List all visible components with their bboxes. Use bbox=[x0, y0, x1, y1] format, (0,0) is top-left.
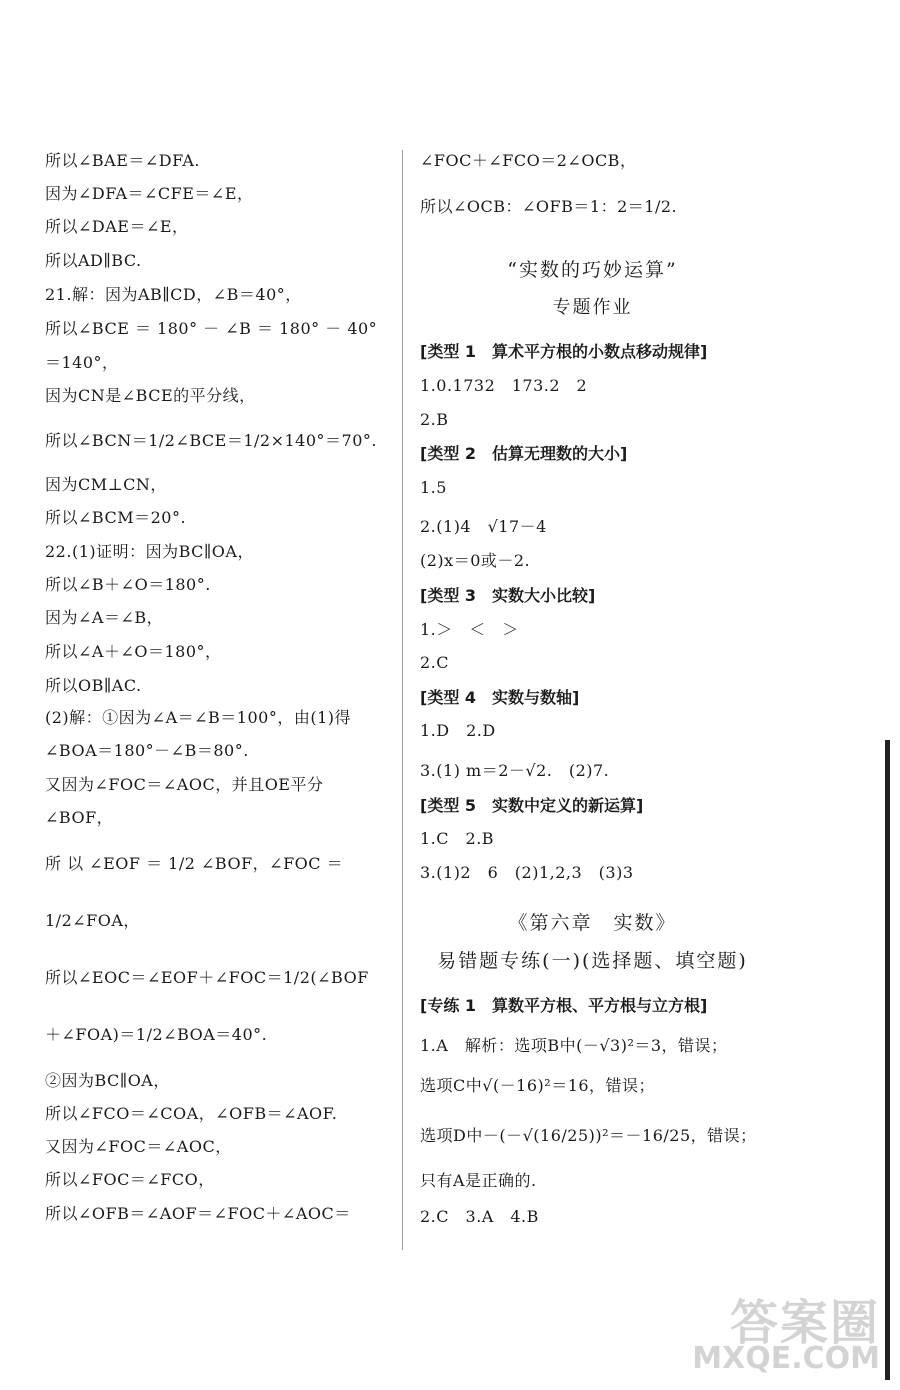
text-line: 所以OB∥AC. bbox=[45, 676, 142, 695]
text-line: 3.(1) m＝2－√2. (2)7. bbox=[420, 761, 610, 780]
text-line: 所以∠DAE＝∠E， bbox=[45, 217, 189, 236]
text-line: 1.5 bbox=[420, 478, 447, 497]
text-line: 1.A 解析：选项B中(－√3)²＝3，错误； bbox=[420, 1036, 728, 1055]
text-line: 因为∠A＝∠B， bbox=[45, 608, 164, 627]
text-line: 2.(1)4 √17－4 bbox=[420, 517, 547, 536]
text-line: 所以∠FOC＝∠FCO， bbox=[45, 1170, 215, 1189]
chapter-subtitle: 易错题专练(一)(选择题、填空题) bbox=[437, 950, 748, 972]
text-line: 因为CM⊥CN， bbox=[45, 475, 167, 494]
text-line: 因为∠DFA＝∠CFE＝∠E， bbox=[45, 184, 254, 203]
text-line: 1.＞ ＜ ＞ bbox=[420, 620, 519, 639]
text-line: 22.(1)证明：因为BC∥OA， bbox=[45, 542, 254, 561]
text-line: ②因为BC∥OA， bbox=[45, 1071, 170, 1090]
text-line: 只有A是正确的. bbox=[420, 1171, 537, 1190]
text-line: 所以∠BCN＝1/2∠BCE＝1/2×140°＝70°. bbox=[45, 431, 377, 450]
text-line: 2.C 3.A 4.B bbox=[420, 1207, 539, 1226]
watermark-cn: 答案圈 bbox=[729, 1295, 880, 1351]
text-line: 所以∠BCE ＝ 180° － ∠B ＝ 180° － 40° bbox=[45, 319, 378, 338]
text-line: 21.解：因为AB∥CD，∠B＝40°， bbox=[45, 285, 302, 304]
text-line: 所以∠OCB：∠OFB＝1：2＝1/2. bbox=[420, 197, 678, 216]
text-line: 所以∠EOC＝∠EOF＋∠FOC＝1/2(∠BOF bbox=[45, 968, 369, 987]
text-line: 1/2∠FOA， bbox=[45, 911, 140, 930]
text-line: ∠BOA＝180°－∠B＝80°. bbox=[45, 741, 249, 760]
text-line: 1.D 2.D bbox=[420, 721, 496, 740]
text-line: 所以∠OFB＝∠AOF＝∠FOC＋∠AOC＝ bbox=[45, 1204, 351, 1223]
text-line: 所以∠B＋∠O＝180°. bbox=[45, 575, 211, 594]
text-line: ∠BOF， bbox=[45, 808, 114, 827]
text-line: 2.B bbox=[420, 410, 449, 429]
text-line: ＋∠FOA)＝1/2∠BOA＝40°. bbox=[45, 1025, 268, 1044]
text-line: 所以∠BCM＝20°. bbox=[45, 508, 187, 527]
text-line: 又因为∠FOC＝∠AOC，并且OE平分 bbox=[45, 775, 324, 794]
text-line: (2)解：①因为∠A＝∠B＝100°，由(1)得 bbox=[45, 708, 351, 727]
watermark-en: MXQE.COM bbox=[692, 1341, 880, 1376]
text-line: 所以AD∥BC. bbox=[45, 251, 142, 270]
section-header: [专练 1 算数平方根、平方根与立方根] bbox=[420, 996, 708, 1015]
section-header: [类型 2 估算无理数的大小] bbox=[420, 444, 628, 463]
topic-title: “实数的巧妙运算” bbox=[507, 259, 678, 281]
text-line: 所 以 ∠EOF ＝ 1/2 ∠BOF，∠FOC ＝ bbox=[45, 854, 344, 873]
section-header: [类型 4 实数与数轴] bbox=[420, 688, 580, 707]
chapter-title: 《第六章 实数》 bbox=[508, 912, 677, 934]
section-header: [类型 3 实数大小比较] bbox=[420, 586, 596, 605]
text-line: 因为CN是∠BCE的平分线， bbox=[45, 386, 256, 405]
text-line: 所以∠BAE＝∠DFA. bbox=[45, 151, 200, 170]
text-line: (2)x＝0或－2. bbox=[420, 551, 531, 570]
topic-subtitle: 专题作业 bbox=[552, 297, 633, 318]
text-line: 所以∠A＋∠O＝180°， bbox=[45, 642, 222, 661]
text-line: 2.C bbox=[420, 653, 450, 672]
text-line: 1.0.1732 173.2 2 bbox=[420, 376, 588, 395]
watermark bbox=[692, 1284, 886, 1376]
text-line: 所以∠FCO＝∠COA，∠OFB＝∠AOF. bbox=[45, 1104, 338, 1123]
text-line: 选项C中√(－16)²＝16，错误； bbox=[420, 1076, 656, 1095]
section-header: [类型 5 实数中定义的新运算] bbox=[420, 796, 644, 815]
text-line: ∠FOC＋∠FCO＝2∠OCB， bbox=[420, 151, 637, 170]
section-header: [类型 1 算术平方根的小数点移动规律] bbox=[420, 342, 708, 361]
text-line: 3.(1)2 6 (2)1,2,3 (3)3 bbox=[420, 863, 634, 882]
text-line: 又因为∠FOC＝∠AOC， bbox=[45, 1137, 232, 1156]
text-line: 1.C 2.B bbox=[420, 829, 495, 848]
text-line: 选项D中－(－√(16/25))²＝－16/25，错误； bbox=[420, 1126, 757, 1145]
column-divider bbox=[402, 150, 403, 1250]
text-line: ＝140°， bbox=[45, 353, 119, 372]
